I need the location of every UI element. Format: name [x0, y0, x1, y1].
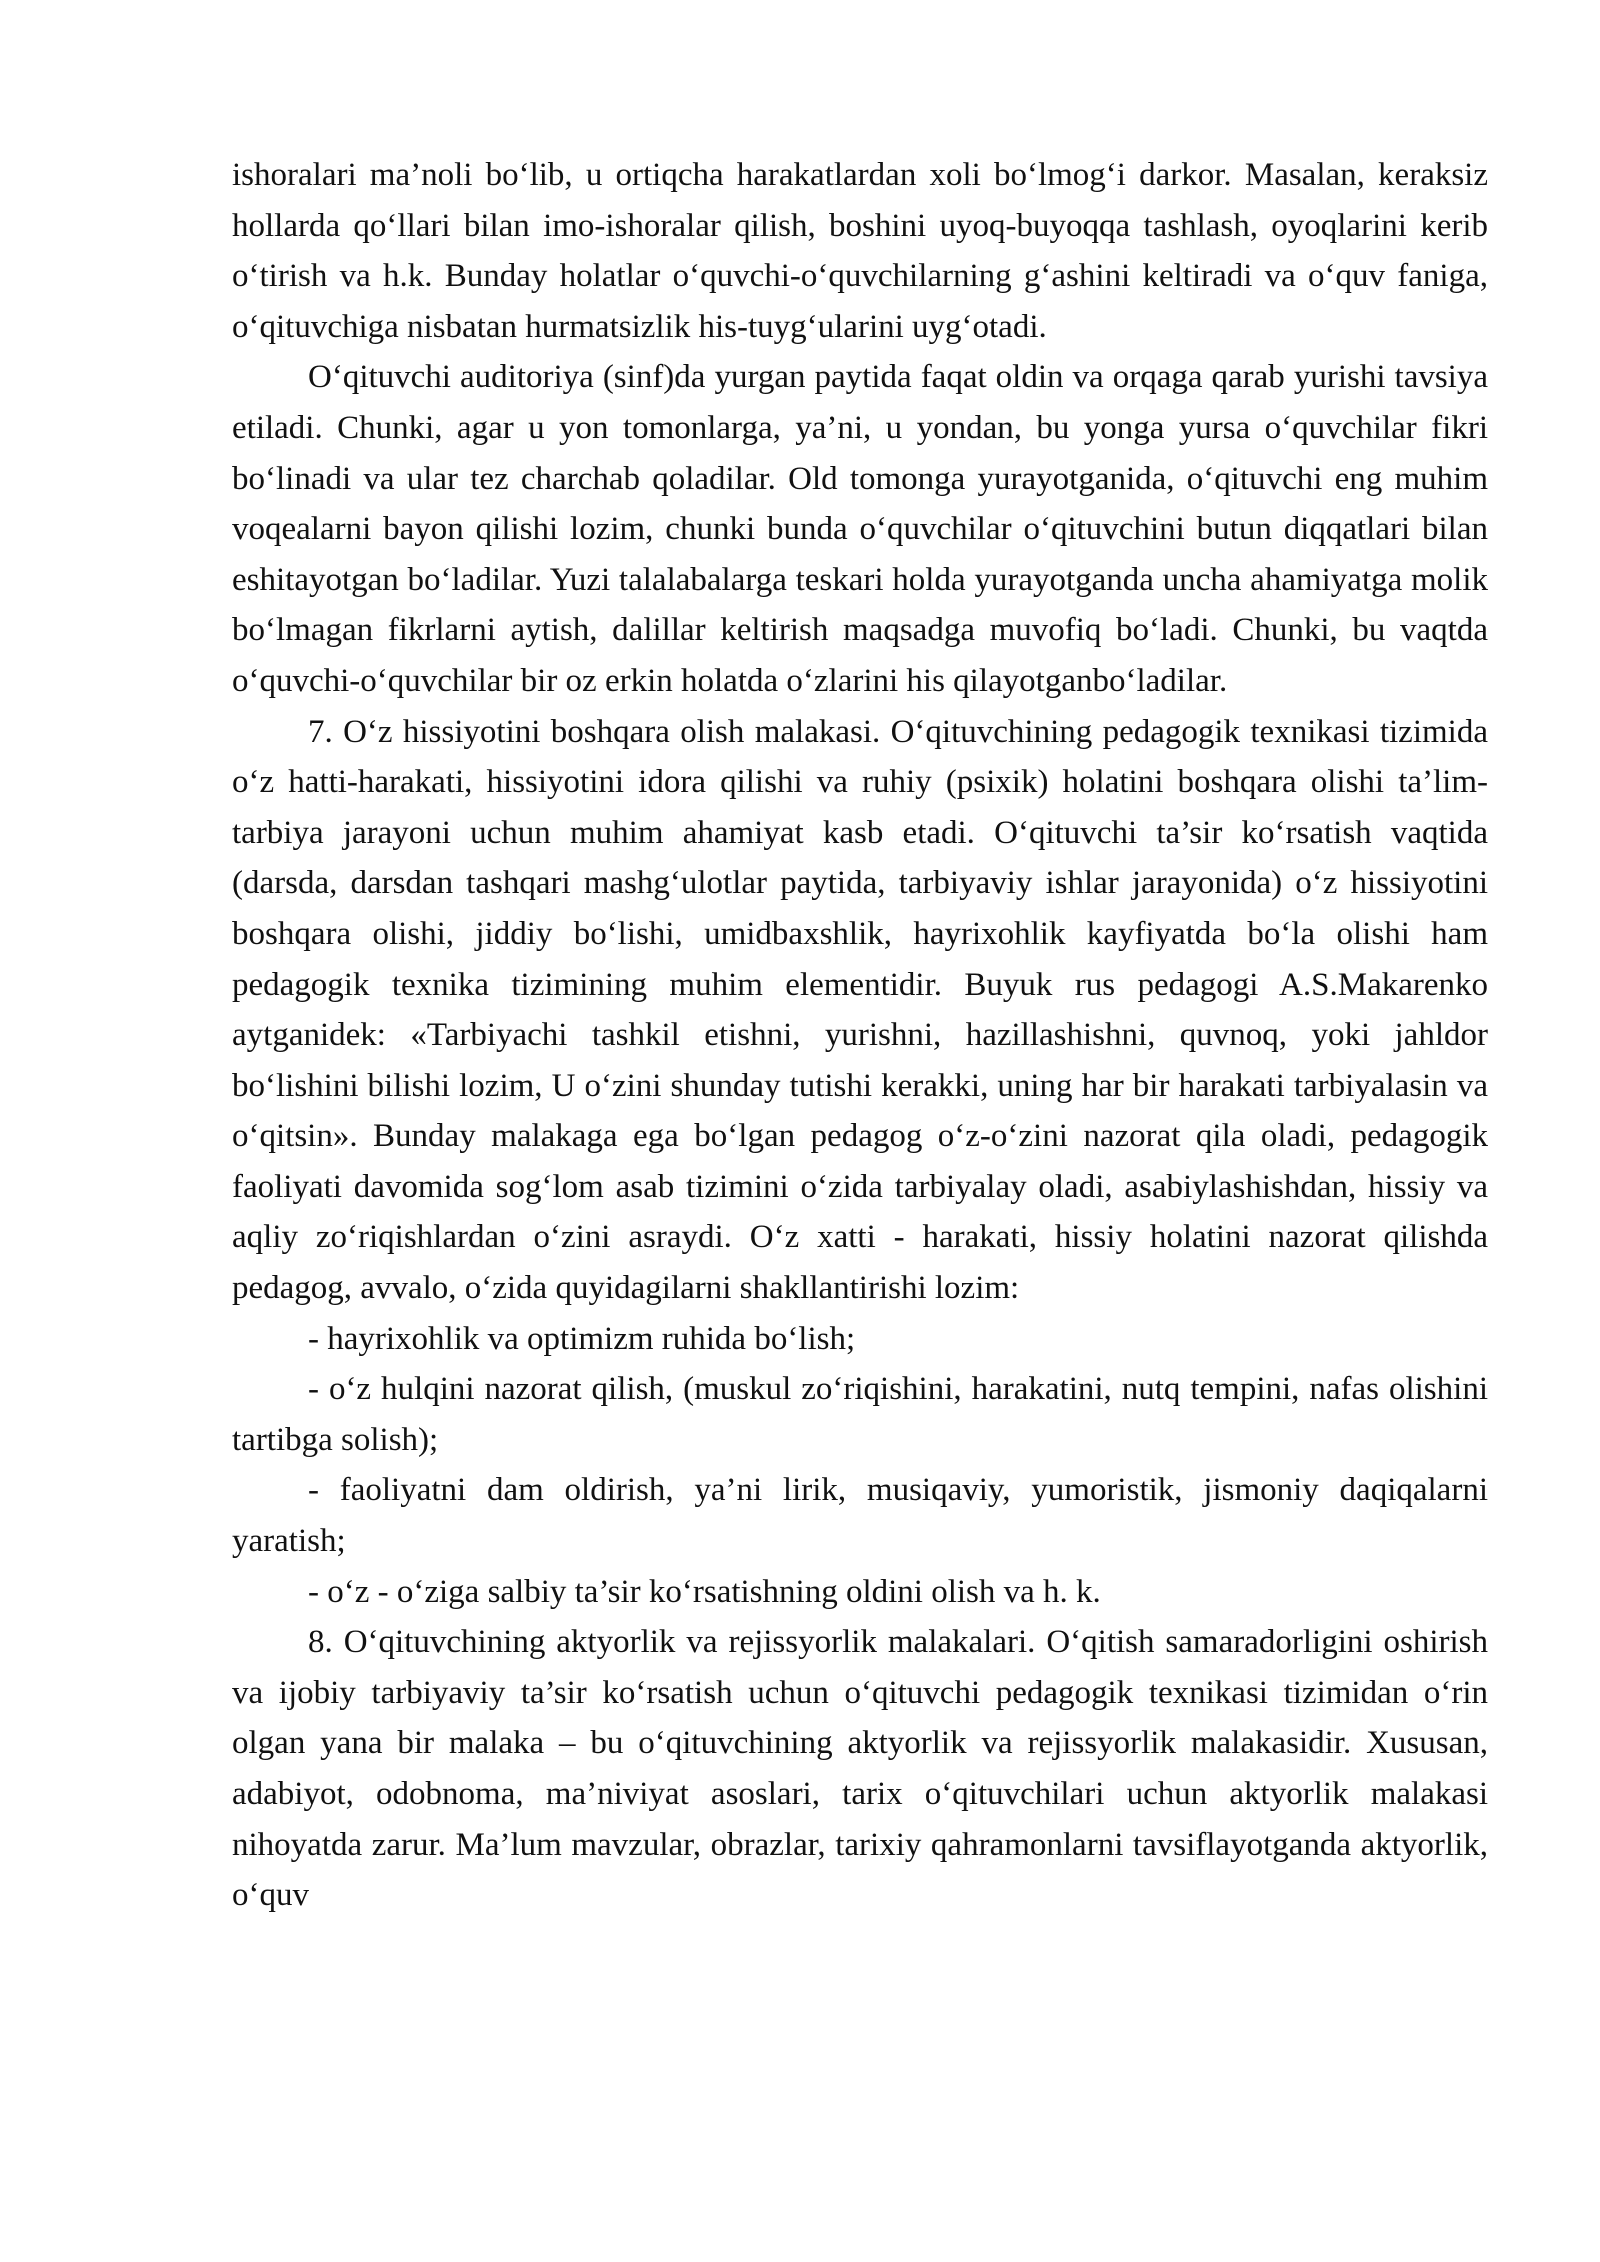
list-item: - o‘z hulqini nazorat qilish, (muskul zo‘riqishini, harakatini, nutq tempini, nafas olishini tartibga solish); — [232, 1371, 1488, 1458]
list-item: - faoliyatni dam oldirish, ya’ni lirik, musiqaviy, yumoristik, jismoniy daqiqalarni yaratish; — [232, 1472, 1488, 1560]
paragraph-walking-advice: O‘qituvchi auditoriya (sinf)da yurgan paytida faqat oldin va orqaga qarab yurishi tavsiya etiladi. Chunki, agar u yon tomonlarga, ya’ni, u yondan, bu yonga yursa o‘quvchilar fikri bo‘linadi va ular tez charchab qoladilar. Old tomonga yurayotganida, o‘qituvchi eng muhim voqealarni bayon qilishi lozim, chunki bunda o‘quvchilar o‘qituvchini butun diqqatlari bilan eshitayotgan bo‘ladilar. Yuzi talalabalarga teskari holda yurayotganda uncha ahamiyatga molik bo‘lmagan fikrlarni aytish, dalillar keltirish maqsadga muvofiq bo‘ladi. Chunki, bu vaqtda o‘quvchi-o‘quvchilar bir oz erkin holatda o‘zlarini his qilayotganbo‘ladilar. — [232, 359, 1488, 699]
list-item: - o‘z - o‘ziga salbiy ta’sir ko‘rsatishning oldini olish va h. k. — [308, 1573, 1101, 1610]
paragraph-section-7: 7. O‘z hissiyotini boshqara olish malakasi. O‘qituvchining pedagogik texnikasi tizimida o‘z hatti-harakati, hissiyotini idora qilishi va ruhiy (psixik) holatini boshqara olishi ta’lim-tarbiya jarayoni uchun muhim ahamiyat kasb etadi. O‘qituvchi ta’sir ko‘rsatish vaqtida (darsda, darsdan tashqari mashg‘ulotlar paytida, tarbiyaviy ishlar jarayonida) o‘z hissiyotini boshqara olishi, jiddiy bo‘lishi, umidbaxshlik, hayrixohlik kayfiyatda bo‘la olishi ham pedagogik texnika tizimining muhim elementidir. Buyuk rus pedagogi A.S.Makarenko aytganidek: «Tarbiyachi tashkil etishni, yurishni, hazillashishni, quvnoq, yoki jahldor bo‘lishini bilishi lozim, U o‘zini shunday tutishi kerakki, uning har bir harakati tarbiyalasin va o‘qitsin». Bunday malakaga ega bo‘lgan pedagog o‘z-o‘zini nazorat qila oladi, pedagogik faoliyati davomida sog‘lom asab tizimini o‘zida tarbiyalay oladi, asabiylashishdan, hissiy va aqliy zo‘riqishlardan o‘zini asraydi. O‘z xatti - harakati, hissiy holatini nazorat qilishda pedagog, avvalo, o‘zida quyidagilarni shakllantirishi lozim: — [232, 713, 1488, 1307]
paragraph-continuation: ishoralari ma’noli bo‘lib, u ortiqcha harakatlardan xoli bo‘lmog‘i darkor. Masalan, keraksiz hollarda qo‘llari bilan imo-ishoralar qilish, boshini uyoq-buyoqqa tashlash, oyoqlarini kerib o‘tirish va h.k. Bunday holatlar o‘quvchi-o‘quvchilarning g‘ashini keltiradi va o‘quv faniga, o‘qituvchiga nisbatan hurmatsizlik his-tuyg‘ularini uyg‘otadi. — [232, 157, 1488, 345]
paragraph-section-8: 8. O‘qituvchining aktyorlik va rejissyorlik malakalari. O‘qitish samaradorligini oshirish va ijobiy tarbiyaviy ta’sir ko‘rsatish uchun o‘qituvchi pedagogik texnikasi tizimidan o‘rin olgan yana bir malaka – bu o‘qituvchining aktyorlik va rejissyorlik malakasidir. Xususan, adabiyot, odobnoma, ma’niviyat asoslari, tarix o‘qituvchilari uchun aktyorlik malakasi nihoyatda zarur. Ma’lum mavzular, obrazlar, tarixiy qahramonlarni tavsiflayotganda aktyorlik, o‘quv — [232, 1624, 1488, 1914]
body-text — [232, 150, 1488, 1921]
list-item: - hayrixohlik va optimizm ruhida bo‘lish; — [308, 1320, 856, 1357]
